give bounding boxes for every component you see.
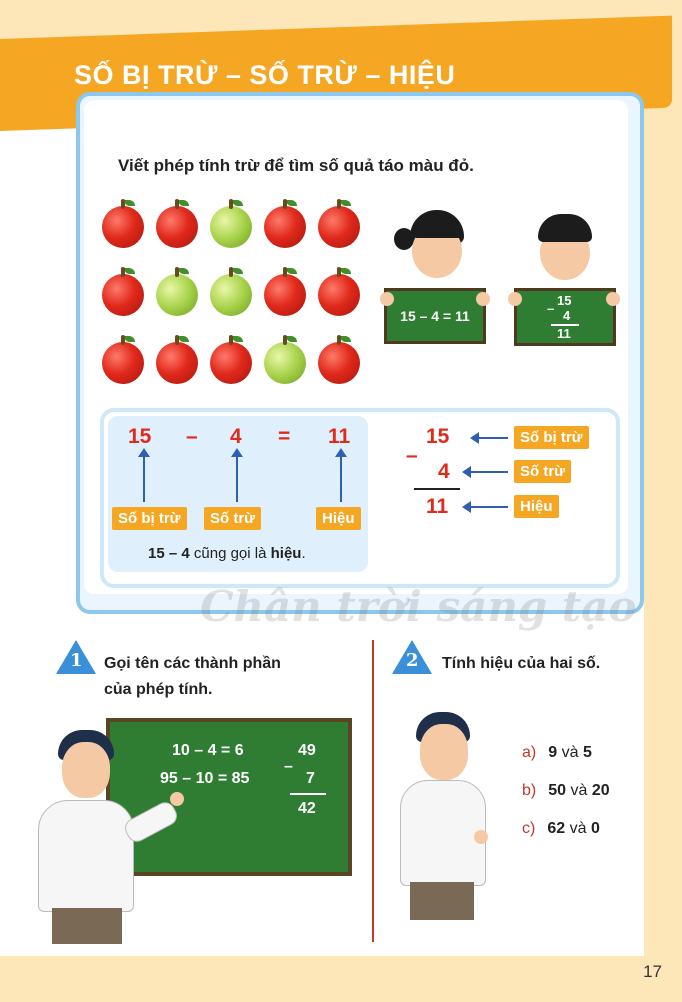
girl-illustration <box>384 210 488 346</box>
vertical-subtrahend: 4 <box>438 460 450 483</box>
option-a-first: 9 <box>548 744 558 761</box>
chalk-vertical-top: 49 <box>298 742 316 759</box>
boy-board <box>514 288 616 346</box>
red-apple <box>156 342 198 384</box>
activity1-text-line1: Gọi tên các thành phần <box>104 655 281 672</box>
green-apple <box>156 274 198 316</box>
option-c-first: 62 <box>547 820 566 837</box>
page-bottom-stripe <box>0 956 682 1002</box>
arrow-from-subtrahend-label <box>470 471 508 473</box>
formula-note <box>148 545 306 562</box>
vertical-label-subtrahend: Số trừ <box>514 460 571 483</box>
teacher2-hand <box>474 830 488 844</box>
teacher-shirt <box>38 800 134 912</box>
option-b-and: và <box>570 782 588 799</box>
activity1-number: 1 <box>70 650 83 671</box>
label-difference: Hiệu <box>316 507 361 530</box>
page-side-stripe <box>644 100 682 1002</box>
teacher-pointing-hand <box>170 792 184 806</box>
option-a-letter: a) <box>522 744 537 761</box>
page-number: 17 <box>643 962 662 981</box>
note-end: . <box>301 545 306 562</box>
option-c <box>522 820 600 838</box>
chalk-equation-1: 10 – 4 = 6 <box>172 742 244 759</box>
arrow-to-subtrahend <box>236 456 238 502</box>
note-middle: cũng gọi là <box>189 545 271 562</box>
instruction-text: Viết phép tính trừ để tìm số quả táo màu đỏ. <box>118 156 474 175</box>
girl-ponytail <box>394 228 414 250</box>
red-apple <box>102 274 144 316</box>
girl-board-text: 15 – 4 = 11 <box>400 308 470 324</box>
boy-board-result: 11 <box>557 326 571 341</box>
option-c-letter: c) <box>522 820 536 837</box>
boy-illustration <box>512 214 618 346</box>
equals-sign: = <box>278 425 291 448</box>
activity2-number: 2 <box>406 650 419 671</box>
label-subtrahend: Số trừ <box>204 507 261 530</box>
boy-hand-left <box>508 292 522 306</box>
vertical-difference: 11 <box>426 495 449 518</box>
teacher-illustration-left <box>30 730 180 944</box>
vertical-label-minuend: Số bị trừ <box>514 426 589 449</box>
boy-board-top: 15 <box>557 293 572 308</box>
teacher2-shirt <box>400 780 486 886</box>
vertical-minuend: 15 <box>426 425 450 448</box>
activity1-text-line2: của phép tính. <box>104 681 213 698</box>
teacher2-face <box>420 724 468 780</box>
option-b-letter: b) <box>522 782 537 799</box>
vertical-line <box>414 488 460 490</box>
boy-board-bottom: 4 <box>563 308 571 323</box>
teacher-face <box>62 742 110 798</box>
green-apple <box>210 206 252 248</box>
red-apple <box>318 342 360 384</box>
option-b-first: 50 <box>548 782 567 799</box>
option-b-second: 20 <box>591 782 610 799</box>
red-apple <box>102 206 144 248</box>
vertical-label-difference: Hiệu <box>514 495 559 518</box>
arrow-to-minuend <box>143 456 145 502</box>
teacher-arm <box>122 799 181 846</box>
boy-board-operator: – <box>547 301 555 316</box>
chalk-vertical-result: 42 <box>298 800 316 817</box>
red-apple <box>318 274 360 316</box>
page-title: SỐ BỊ TRỪ – SỐ TRỪ – HIỆU <box>74 60 456 90</box>
watermark: Chân trời sáng tạo <box>200 582 637 631</box>
note-term: hiệu <box>270 545 302 562</box>
vertical-operator: – <box>406 444 418 467</box>
chalk-equation-2: 95 – 10 = 85 <box>160 770 250 787</box>
option-a-second: 5 <box>582 744 592 761</box>
option-b <box>522 782 610 800</box>
teacher-pants <box>52 908 122 944</box>
red-apple <box>318 206 360 248</box>
note-expression: 15 – 4 <box>148 545 190 562</box>
teacher-illustration-right <box>396 712 492 922</box>
option-c-and: và <box>569 820 587 837</box>
green-apple <box>264 342 306 384</box>
subtrahend-number: 4 <box>230 425 242 448</box>
red-apple <box>102 342 144 384</box>
option-a <box>522 744 592 762</box>
option-c-second: 0 <box>590 820 600 837</box>
chalk-vertical-line <box>290 793 326 795</box>
minuend-number: 15 <box>128 425 152 448</box>
activity2-text: Tính hiệu của hai số. <box>442 655 601 672</box>
green-apple <box>210 274 252 316</box>
boy-hand-right <box>606 292 620 306</box>
boy-hair <box>538 214 592 242</box>
girl-board <box>384 288 486 344</box>
arrow-from-difference-label <box>470 506 508 508</box>
chalk-vertical-operator: – <box>284 758 293 775</box>
red-apple <box>264 206 306 248</box>
girl-fringe <box>414 222 462 238</box>
option-a-and: và <box>561 744 579 761</box>
minus-sign: – <box>186 425 198 448</box>
red-apple <box>264 274 306 316</box>
arrow-from-minuend-label <box>478 437 508 439</box>
red-apple <box>210 342 252 384</box>
activity1-text <box>104 651 281 703</box>
chalk-vertical-bottom: 7 <box>306 770 315 787</box>
girl-hand-right <box>476 292 490 306</box>
activity-divider <box>372 640 374 942</box>
teacher2-pants <box>410 882 474 920</box>
arrow-to-difference <box>340 456 342 502</box>
red-apple <box>156 206 198 248</box>
label-minuend: Số bị trừ <box>112 507 187 530</box>
difference-number: 11 <box>328 425 351 448</box>
girl-hand-left <box>380 292 394 306</box>
